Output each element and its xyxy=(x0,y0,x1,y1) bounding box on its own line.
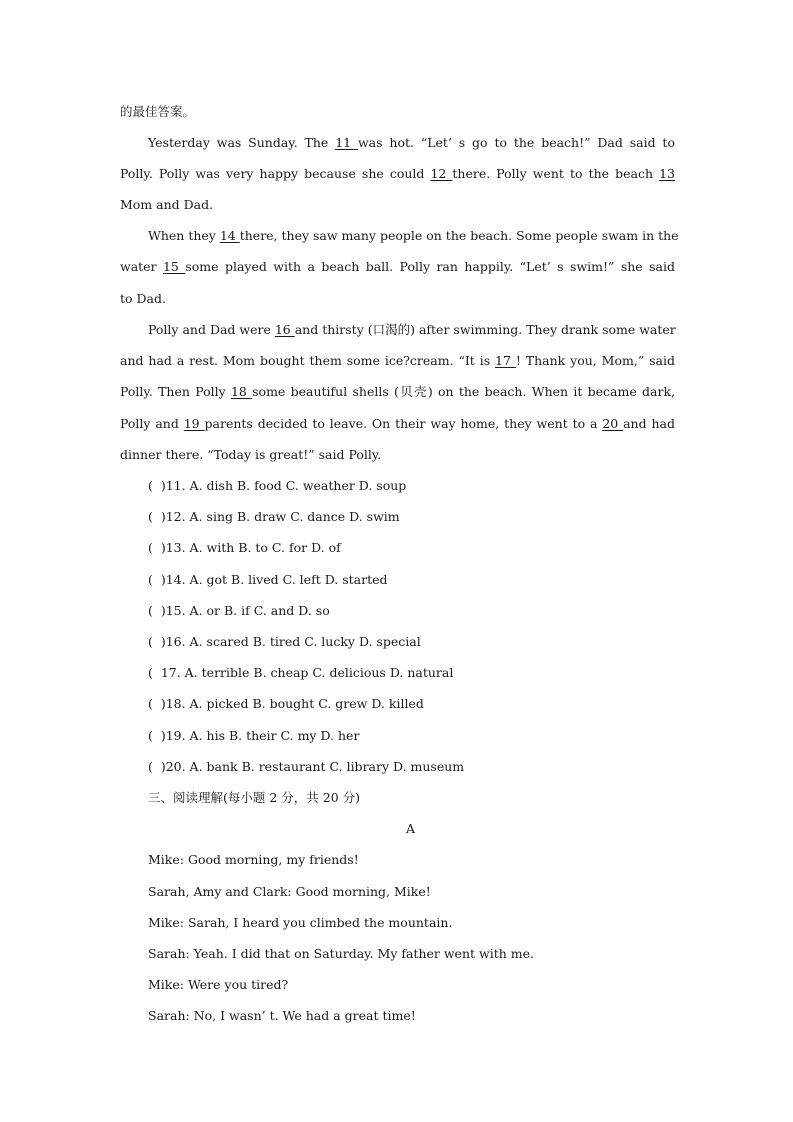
heading-tail: 的最佳答案。 xyxy=(120,104,196,119)
blank-20: 20 xyxy=(602,416,624,431)
blank-16: 16 xyxy=(274,322,295,337)
passage-line: Polly. Then Polly 18 some beautiful shells (贝壳) on the beach. When it became dark, xyxy=(120,384,675,399)
passage-line: Polly and 19 parents decided to leave. On their way home, they went to a 20 and had xyxy=(120,416,675,431)
blank-13: 13 xyxy=(659,166,675,181)
question-18: ( )18. A. picked B. bought C. grew D. killed xyxy=(148,696,424,711)
passage-line: Yesterday was Sunday. The 11 was hot. “Let’ s go to the beach!” Dad said to xyxy=(148,135,675,150)
blank-18: 18 xyxy=(230,384,253,399)
dialogue-line: Mike: Sarah, I heard you climbed the mountain. xyxy=(148,915,453,930)
passage-line: Mom and Dad. xyxy=(120,197,214,212)
question-14: ( )14. A. got B. lived C. left D. started xyxy=(148,572,388,587)
question-15: ( )15. A. or B. if C. and D. so xyxy=(148,603,330,618)
question-11: ( )11. A. dish B. food C. weather D. soup xyxy=(148,478,407,493)
question-20: ( )20. A. bank B. restaurant C. library D. museum xyxy=(148,759,465,774)
question-17: ( 17. A. terrible B. cheap C. delicious D. natural xyxy=(148,665,454,680)
question-16: ( )16. A. scared B. tired C. lucky D. special xyxy=(148,634,421,649)
blank-11: 11 xyxy=(335,135,358,150)
passage-line: and had a rest. Mom bought them some ice?cream. “It is 17 ! Thank you, Mom,” said xyxy=(120,353,675,368)
passage-line: water 15 some played with a beach ball. Polly ran happily. “Let’ s swim!” she said xyxy=(120,259,675,274)
dialogue-line: Sarah: Yeah. I did that on Saturday. My father went with me. xyxy=(148,946,534,961)
blank-12: 12 xyxy=(430,166,453,181)
blank-14: 14 xyxy=(219,228,240,243)
blank-19: 19 xyxy=(183,416,205,431)
passage-line: Polly. Polly was very happy because she could 12 there. Polly went to the beach 13 xyxy=(120,166,675,181)
dialogue-line: Mike: Were you tired? xyxy=(148,977,289,992)
blank-17: 17 xyxy=(495,353,516,368)
passage-line: Polly and Dad were 16 and thirsty (口渴的) after swimming. They drank some water xyxy=(148,322,676,337)
blank-15: 15 xyxy=(162,259,186,274)
part-label: A xyxy=(405,821,416,836)
question-12: ( )12. A. sing B. draw C. dance D. swim xyxy=(148,509,400,524)
section-title: 三、阅读理解(每小题 2 分，共 20 分) xyxy=(148,790,361,805)
dialogue-line: Mike: Good morning, my friends! xyxy=(148,852,359,867)
question-13: ( )13. A. with B. to C. for D. of xyxy=(148,540,341,555)
dialogue-line: Sarah, Amy and Clark: Good morning, Mike! xyxy=(148,884,431,899)
question-19: ( )19. A. his B. their C. my D. her xyxy=(148,728,360,743)
passage-line: dinner there. “Today is great!” said Polly. xyxy=(120,447,382,462)
passage-line: to Dad. xyxy=(120,291,166,306)
passage-line: When they 14 there, they saw many people on the beach. Some people swam in the xyxy=(148,228,679,243)
dialogue-line: Sarah: No, I wasn’ t. We had a great time! xyxy=(148,1008,416,1023)
